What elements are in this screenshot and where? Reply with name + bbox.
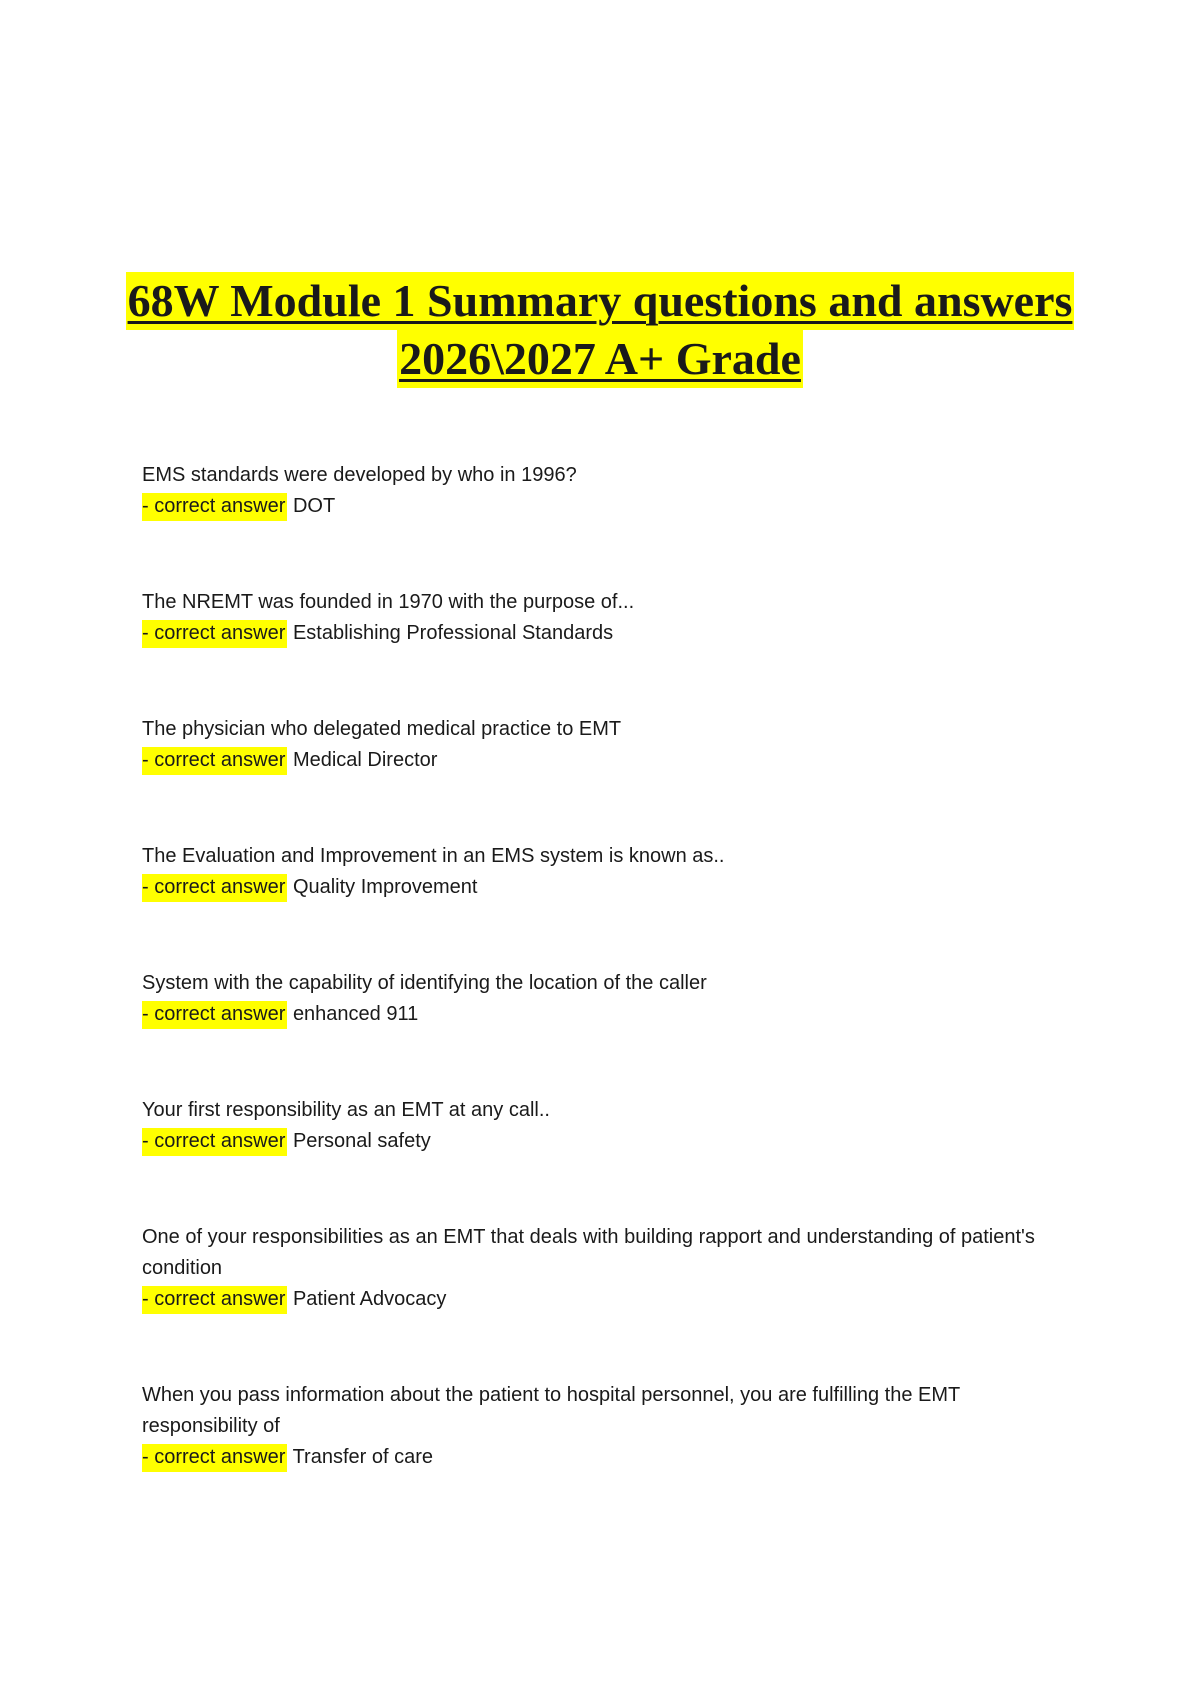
qa-item-5	[142, 968, 1062, 1030]
answer-line	[142, 618, 1062, 649]
question-text: System with the capability of identifying the location of the caller	[142, 972, 707, 994]
question-text: The NREMT was founded in 1970 with the purpose of...	[142, 591, 635, 613]
answer-text: enhanced 911	[292, 1003, 419, 1025]
qa-item-7	[142, 1222, 1062, 1315]
qa-item-4	[142, 841, 1062, 903]
answer-label: - correct answer	[142, 620, 287, 648]
document-title	[0, 272, 1200, 388]
answer-text: Establishing Professional Standards	[292, 622, 614, 644]
answer-text: Quality Improvement	[292, 876, 478, 898]
title-line-2: 2026\2027 A+ Grade	[397, 330, 803, 388]
answer-text: Transfer of care	[292, 1446, 433, 1468]
answer-line	[142, 1126, 1062, 1157]
answer-label: - correct answer	[142, 1128, 287, 1156]
answer-text: Patient Advocacy	[292, 1288, 447, 1310]
answer-line	[142, 1442, 1062, 1473]
qa-item-3	[142, 714, 1062, 776]
question-text: The physician who delegated medical practice to EMT	[142, 718, 622, 740]
answer-text: Medical Director	[292, 749, 438, 771]
question-text: EMS standards were developed by who in 1996?	[142, 464, 577, 486]
title-line-1: 68W Module 1 Summary questions and answers	[126, 272, 1075, 330]
answer-label: - correct answer	[142, 874, 287, 902]
answer-line	[142, 999, 1062, 1030]
answer-line	[142, 1284, 1062, 1315]
answer-line	[142, 491, 1062, 522]
qa-item-6	[142, 1095, 1062, 1157]
qa-list	[142, 460, 1062, 1538]
qa-item-8	[142, 1380, 1062, 1473]
answer-text: DOT	[292, 495, 336, 517]
answer-label: - correct answer	[142, 1286, 287, 1314]
question-text: One of your responsibilities as an EMT that deals with building rapport and understanding of patient's condition	[142, 1226, 1035, 1279]
answer-text: Personal safety	[292, 1130, 431, 1152]
qa-item-1	[142, 460, 1062, 522]
question-text: When you pass information about the patient to hospital personnel, you are fulfilling the EMT responsibility of	[142, 1384, 960, 1437]
answer-label: - correct answer	[142, 1001, 287, 1029]
answer-label: - correct answer	[142, 493, 287, 521]
answer-label: - correct answer	[142, 747, 287, 775]
question-text: The Evaluation and Improvement in an EMS system is known as..	[142, 845, 725, 867]
answer-line	[142, 872, 1062, 903]
question-text: Your first responsibility as an EMT at any call..	[142, 1099, 550, 1121]
answer-line	[142, 745, 1062, 776]
answer-label: - correct answer	[142, 1444, 287, 1472]
qa-item-2	[142, 587, 1062, 649]
